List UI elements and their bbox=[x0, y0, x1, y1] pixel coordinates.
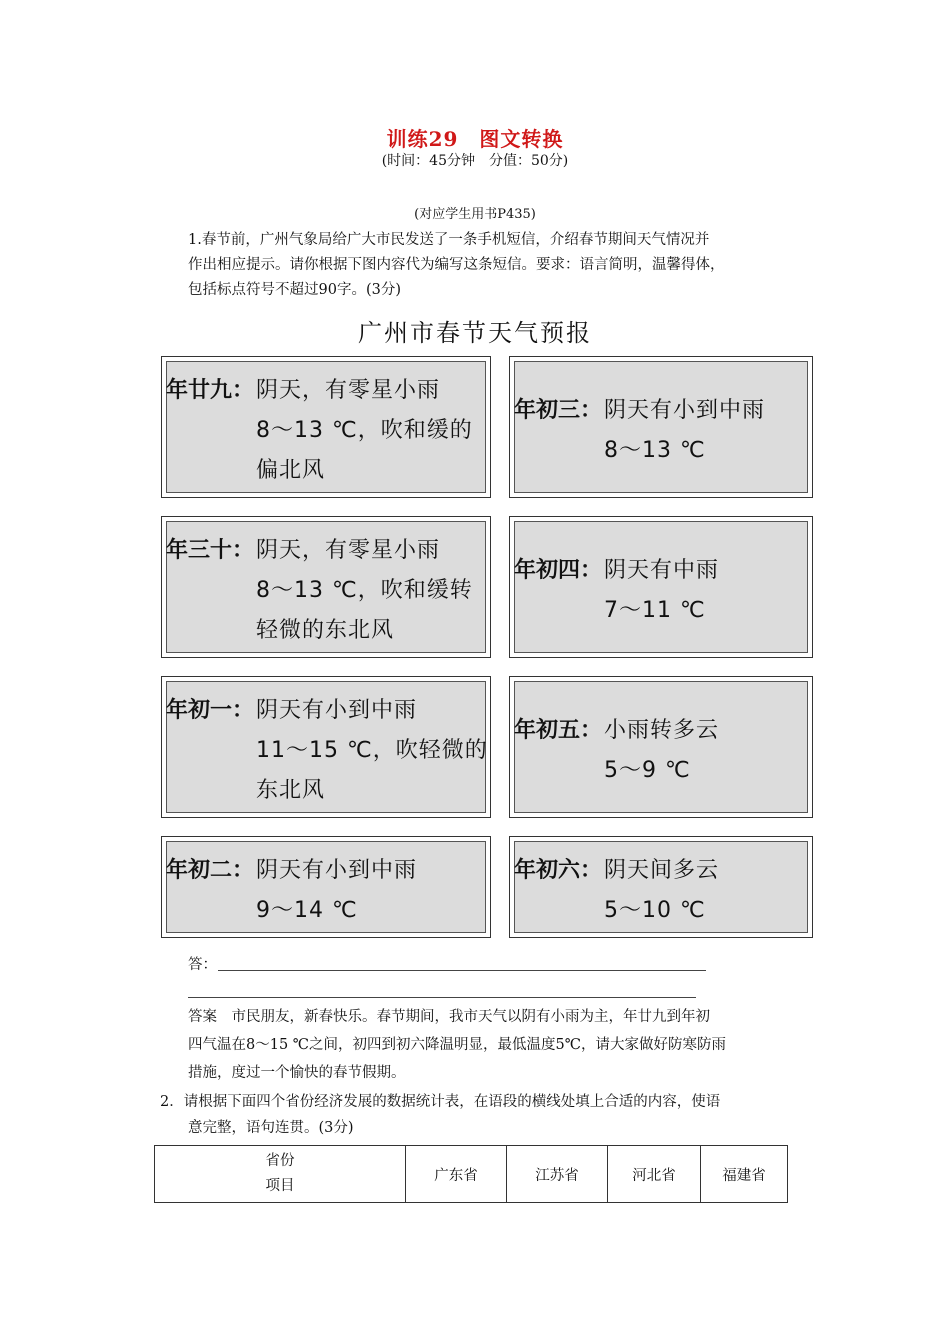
forecast-line: 阴天间多云 bbox=[604, 858, 720, 883]
forecast-line: 11～15 ℃，吹轻微的 bbox=[256, 738, 488, 763]
forecast-line: 5～9 ℃ bbox=[604, 758, 691, 783]
forecast-line: 5～10 ℃ bbox=[604, 898, 706, 923]
q1-line-3: 包括标点符号不超过90字。(3分) bbox=[188, 282, 401, 298]
table-corner-cell bbox=[155, 1146, 406, 1203]
forecast-line: 阴天有中雨 bbox=[604, 558, 720, 583]
forecast-line: 东北风 bbox=[256, 778, 326, 803]
forecast-title: 广州市春节天气预报 bbox=[358, 319, 592, 347]
forecast-box-day1 bbox=[161, 676, 491, 818]
forecast-box-day6 bbox=[509, 836, 813, 938]
q1-line-1: 1.春节前，广州气象局给广大市民发送了一条手机短信，介绍春节期间天气情况并 bbox=[188, 232, 710, 248]
forecast-line: 8～13 ℃，吹和缓的 bbox=[256, 418, 473, 443]
forecast-box-day2 bbox=[161, 836, 491, 938]
forecast-day-label: 年初二： bbox=[166, 858, 255, 883]
forecast-line: 7～11 ℃ bbox=[604, 598, 706, 623]
forecast-line: 8～13 ℃，吹和缓转 bbox=[256, 578, 473, 603]
forecast-box-day5 bbox=[509, 676, 813, 818]
table-header-cell: 广东省 bbox=[406, 1146, 507, 1203]
q2-line-2: 意完整，语句连贯。(3分) bbox=[188, 1120, 354, 1136]
forecast-box-day30 bbox=[161, 516, 491, 658]
answer-blank-line bbox=[218, 970, 706, 971]
forecast-day-label: 年三十： bbox=[166, 538, 255, 563]
forecast-day-label: 年初一： bbox=[166, 698, 255, 723]
forecast-line: 9～14 ℃ bbox=[256, 898, 358, 923]
forecast-box-day29 bbox=[161, 356, 491, 498]
q1-line-2: 作出相应提示。请你根据下图内容代为编写这条短信。要求：语言简明，温馨得体， bbox=[188, 257, 725, 273]
forecast-line: 8～13 ℃ bbox=[604, 438, 706, 463]
time-score-info: (时间：45分钟 分值：50分) bbox=[381, 153, 569, 169]
answer-line-1: 答案 市民朋友，新春快乐。春节期间，我市天气以阴有小雨为主，年廿九到年初 bbox=[188, 1009, 710, 1025]
table-header-cell: 河北省 bbox=[608, 1146, 701, 1203]
book-reference: (对应学生用书P435) bbox=[414, 207, 536, 222]
q2-line-1: 2．请根据下面四个省份经济发展的数据统计表，在语段的横线处填上合适的内容，使语 bbox=[160, 1094, 721, 1110]
forecast-day-label: 年初四： bbox=[514, 558, 603, 583]
forecast-box-day4 bbox=[509, 516, 813, 658]
table-header-cell: 江苏省 bbox=[507, 1146, 608, 1203]
answer-line-2: 四气温在8～15 ℃之间，初四到初六降温明显，最低温度5℃，请大家做好防寒防雨 bbox=[188, 1037, 726, 1053]
answer-prompt: 答： bbox=[188, 957, 217, 973]
forecast-line: 阴天，有零星小雨 bbox=[256, 538, 441, 563]
forecast-day-label: 年初三： bbox=[514, 398, 603, 423]
forecast-line: 阴天有小到中雨 bbox=[256, 698, 418, 723]
province-stats-table bbox=[154, 1145, 788, 1203]
forecast-line: 阴天有小到中雨 bbox=[604, 398, 766, 423]
forecast-line: 小雨转多云 bbox=[604, 718, 720, 743]
forecast-line: 轻微的东北风 bbox=[256, 618, 395, 643]
forecast-day-label: 年廿九： bbox=[166, 378, 255, 403]
forecast-line: 阴天有小到中雨 bbox=[256, 858, 418, 883]
forecast-day-label: 年初六： bbox=[514, 858, 603, 883]
forecast-day-label: 年初五： bbox=[514, 718, 603, 743]
corner-label-province: 省份 bbox=[265, 1153, 295, 1169]
answer-line-3: 措施，度过一个愉快的春节假期。 bbox=[188, 1065, 406, 1081]
forecast-line: 阴天，有零星小雨 bbox=[256, 378, 441, 403]
table-header-cell: 福建省 bbox=[701, 1146, 788, 1203]
forecast-box-day3 bbox=[509, 356, 813, 498]
forecast-line: 偏北风 bbox=[256, 458, 326, 483]
page-title: 训练29 图文转换 bbox=[386, 127, 564, 151]
answer-blank-line bbox=[188, 997, 696, 998]
table-row bbox=[155, 1146, 788, 1203]
corner-label-item: 项目 bbox=[265, 1178, 295, 1194]
